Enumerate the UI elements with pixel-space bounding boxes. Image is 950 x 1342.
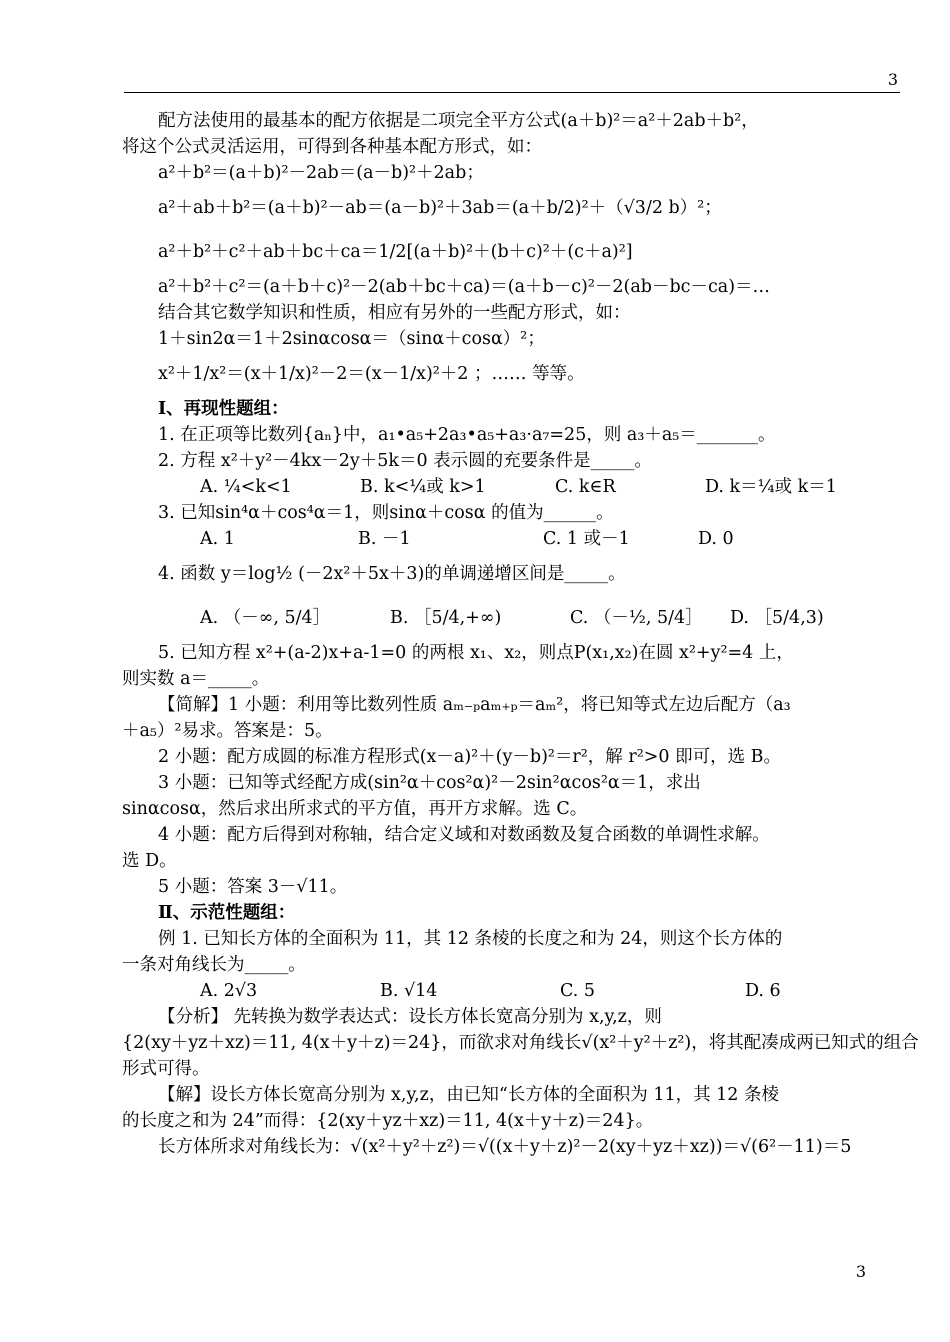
option: C. （－½, 5/4］ — [570, 608, 703, 628]
section-heading: Ⅱ、示范性题组： — [158, 903, 296, 923]
text-line: 配方法使用的最基本的配方依据是二项完全平方公式(a＋b)²＝a²＋2ab＋b²， — [158, 111, 759, 131]
option: B. －1 — [358, 529, 411, 549]
answer-line: 【解】设长方体长宽高分别为 x,y,z，由已知“长方体的全面积为 11，其 12 条棱 — [158, 1085, 780, 1105]
solution-line: 选 D。 — [122, 851, 177, 871]
document-body — [122, 108, 919, 1160]
options-ex1 — [122, 978, 902, 1004]
analysis-line: 【分析】 先转换为数学表达式：设长方体长宽高分别为 x,y,z，则 — [158, 1007, 662, 1027]
page-number-top: 3 — [887, 70, 898, 89]
option: A. 2√3 — [200, 981, 258, 1001]
example-1-cont: 一条对角线长为_____。 — [122, 955, 306, 975]
solution-line: 【简解】1 小题：利用等比数列性质 aₘ₋ₚaₘ₊ₚ＝aₘ²，将已知等式左边后配方（a₃ — [158, 695, 791, 715]
formula-line: 1＋sin2α＝1＋2sinαcosα＝（sinα＋cosα）²； — [158, 329, 545, 349]
analysis-line: {2(xy＋yz＋xz)＝11, 4(x＋y＋z)＝24}，而欲求对角线长√(x²＋y²＋z²)，将其配凑成两已知式的组合 — [122, 1033, 919, 1053]
option: A. （－∞, 5/4］ — [200, 608, 331, 628]
option: B. √14 — [380, 981, 438, 1001]
page-number-bottom: 3 — [855, 1262, 866, 1281]
option: C. k∈R — [555, 477, 616, 497]
option: A. ¼<k<1 — [200, 477, 292, 497]
analysis-line: 形式可得。 — [122, 1059, 210, 1079]
solution-line: 2 小题：配方成圆的标准方程形式(x－a)²＋(y－b)²＝r²，解 r²>0 即可，选 B。 — [158, 747, 782, 767]
question-1: 1. 在正项等比数列{aₙ}中，a₁•a₅+2a₃•a₅+a₃·a₇=25，则 a₃＋a₅＝_______。 — [158, 425, 776, 445]
answer-line: 的长度之和为 24”而得：{2(xy＋yz＋xz)＝11, 4(x＋y＋z)＝24}。 — [122, 1111, 654, 1131]
header-rule — [124, 92, 900, 93]
question-5: 5. 已知方程 x²+(a-2)x+a-1=0 的两根 x₁、x₂，则点P(x₁,x₂)在圆 x²+y²=4 上， — [158, 643, 794, 663]
solution-line: 5 小题：答案 3－√11。 — [158, 877, 348, 897]
answer-line: 长方体所求对角线长为：√(x²＋y²＋z²)＝√((x＋y＋z)²－2(xy＋yz＋xz))＝√(6²－11)＝5 — [158, 1137, 852, 1157]
formula-line: a²＋ab＋b²＝(a＋b)²－ab＝(a－b)²＋3ab＝(a＋b/2)²＋（√3/2 b）²； — [158, 198, 722, 218]
section-heading: Ⅰ、再现性题组： — [158, 399, 289, 419]
solution-line: sinαcosα，然后求出所求式的平方值，再开方求解。选 C。 — [122, 799, 588, 819]
options-q4 — [122, 596, 902, 640]
solution-line: 3 小题：已知等式经配方成(sin²α＋cos²α)²－2sin²αcos²α＝1，求出 — [158, 773, 701, 793]
solution-line: ＋a₅）²易求。答案是：5。 — [122, 721, 333, 741]
formula-line: a²＋b²＋c²＋ab＋bc＋ca＝1/2[(a＋b)²＋(b＋c)²＋(c＋a)²] — [158, 242, 633, 262]
options-q2 — [122, 474, 902, 500]
option: B. k<¼或 k>1 — [360, 477, 486, 497]
option: D. 6 — [745, 981, 781, 1001]
example-1: 例 1. 已知长方体的全面积为 11，其 12 条棱的长度之和为 24，则这个长方体的 — [158, 929, 783, 949]
formula-line: a²＋b²＋c²＝(a＋b＋c)²－2(ab＋bc＋ca)＝(a＋b－c)²－2(ab－bc－ca)＝… — [158, 277, 771, 297]
question-3: 3. 已知sin⁴α＋cos⁴α＝1，则sinα＋cosα 的值为______。 — [158, 503, 614, 523]
question-2: 2. 方程 x²＋y²－4kx－2y＋5k＝0 表示圆的充要条件是_____。 — [158, 451, 652, 471]
formula-line: x²＋1/x²＝(x＋1/x)²－2＝(x－1/x)²＋2 ；…… 等等。 — [158, 364, 585, 384]
option: B. ［5/4,+∞) — [390, 608, 502, 628]
option: D. 0 — [698, 529, 734, 549]
question-4: 4. 函数 y＝log½ (－2x²＋5x＋3)的单调递增区间是_____。 — [158, 564, 626, 584]
option: D. k＝¼或 k＝1 — [705, 477, 837, 497]
text-line: 结合其它数学知识和性质，相应有另外的一些配方形式，如： — [158, 303, 631, 323]
option: C. 1 或－1 — [543, 529, 630, 549]
solution-line: 4 小题：配方后得到对称轴，结合定义域和对数函数及复合函数的单调性求解。 — [158, 825, 770, 845]
options-q3 — [122, 526, 902, 552]
option: A. 1 — [200, 529, 235, 549]
formula-line: a²＋b²＝(a＋b)²－2ab＝(a－b)²＋2ab； — [158, 163, 484, 183]
text-line: 将这个公式灵活运用，可得到各种基本配方形式，如： — [122, 137, 542, 157]
option: C. 5 — [560, 981, 596, 1001]
question-5-cont: 则实数 a＝_____。 — [122, 669, 270, 689]
option: D. ［5/4,3) — [730, 608, 824, 628]
